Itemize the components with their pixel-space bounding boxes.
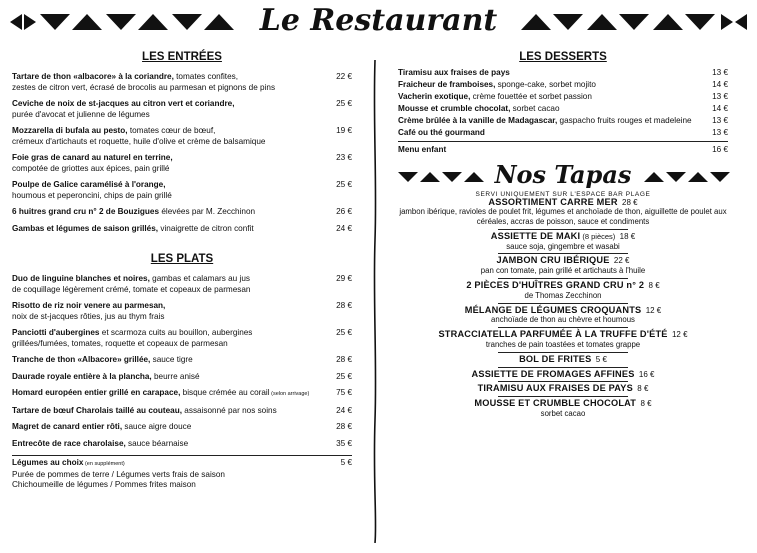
menu-item-description-line2: de coquillage légèrement crémé, tomate et copeaux de parmesan bbox=[12, 284, 251, 294]
menu-item-description-line2: grillées/fumées, tomates, roquette et copeaux de parmesan bbox=[12, 338, 228, 348]
tribal-border-left-ornament bbox=[10, 11, 240, 33]
menu-item-name: Poulpe de Galice caramélisé à l'orange, bbox=[12, 180, 166, 189]
menu-item-price: 22 € bbox=[336, 72, 352, 81]
tapa-item bbox=[398, 232, 728, 252]
menu-item-price: 28 € bbox=[336, 422, 352, 431]
menu-item-price: 35 € bbox=[336, 438, 352, 448]
tapa-description: pan con tomate, pain grillé et artichauts à l'huile bbox=[480, 266, 646, 276]
menu-item-price: 24 € bbox=[336, 405, 352, 415]
menu-item-text bbox=[12, 422, 326, 433]
menu-item-price: 13 € bbox=[712, 68, 728, 77]
menu-item-description: assaisonné par nos soins bbox=[182, 405, 277, 415]
tapa-item bbox=[398, 256, 728, 276]
menu-item-description-line2: compotée de griottes aux épices, pain grillé bbox=[12, 163, 170, 173]
menu-item-description: sauce béarnaise bbox=[125, 438, 189, 448]
menu-item bbox=[398, 128, 728, 139]
menu-enfant-name: Menu enfant bbox=[398, 144, 447, 154]
menu-item-text bbox=[12, 439, 326, 450]
menu-item-name: Tartare de bœuf Charolais taillé au couteau, bbox=[12, 405, 183, 415]
tapa-heading bbox=[398, 281, 728, 291]
menu-item-name: Mousse et crumble chocolat, bbox=[398, 104, 511, 113]
menu-item-text bbox=[12, 180, 326, 201]
tapa-divider bbox=[498, 396, 628, 397]
menu-item-description: beurre anisé bbox=[151, 371, 200, 381]
legumes-name: Légumes au choix bbox=[12, 458, 84, 467]
tapa-item bbox=[398, 370, 728, 380]
header bbox=[0, 0, 757, 42]
menu-item-description: crème fouettée et sorbet passion bbox=[470, 92, 592, 101]
menu-item-name: Mozzarella di bufala au pesto, bbox=[12, 126, 128, 135]
tapa-item bbox=[398, 306, 728, 326]
menu-item-name: Entrecôte de race charolaise, bbox=[12, 438, 126, 448]
menu-item bbox=[12, 439, 352, 450]
tapa-price: 28 € bbox=[622, 197, 638, 207]
menu-item-price: 25 € bbox=[336, 180, 352, 189]
legumes-price: 5 € bbox=[340, 458, 352, 467]
tapa-item bbox=[398, 399, 728, 419]
menu-item-menu-enfant bbox=[398, 144, 728, 156]
menu-item-price: 28 € bbox=[336, 301, 352, 310]
menu-item-name: Gambas et légumes de saison grillés, bbox=[12, 223, 159, 233]
menu-item-description-line2: houmous et peperoncini, chips de pain grillé bbox=[12, 190, 172, 200]
menu-item-name: Tranche de thon «Albacore» grillée, bbox=[12, 355, 151, 364]
menu-item-text bbox=[12, 153, 326, 174]
menu-item-text bbox=[12, 72, 326, 93]
tapa-name: ASSORTIMENT CARRE MER bbox=[488, 196, 618, 207]
tapa-item bbox=[398, 384, 728, 394]
tapas-ornament-left bbox=[398, 170, 488, 184]
menu-item-text bbox=[12, 126, 326, 147]
menu-item-description-line2: noix de st-jacques rôties, jus au thym frais bbox=[12, 311, 165, 321]
tapa-divider bbox=[498, 381, 628, 382]
restaurant-title: Le Restaurant bbox=[259, 3, 498, 38]
menu-item-legumes bbox=[12, 458, 352, 491]
menu-item-text bbox=[12, 99, 326, 120]
desserts-list bbox=[398, 68, 728, 139]
menu-item-price: 25 € bbox=[336, 371, 352, 381]
tapa-name: ASSIETTE DE FROMAGES AFFINES bbox=[471, 368, 635, 379]
menu-item-name: Tiramisu aux fraises de pays bbox=[398, 68, 510, 77]
tapa-description: de Thomas Zecchinon bbox=[524, 290, 602, 300]
menu-item bbox=[398, 68, 728, 79]
menu-item-description-line2: purée d'avocat et julienne de légumes bbox=[12, 109, 150, 119]
legumes-options-1: Purée de pommes de terre / Légumes verts frais de saison bbox=[12, 469, 225, 479]
tapa-heading bbox=[398, 370, 728, 380]
tapa-heading bbox=[398, 256, 728, 266]
menu-item-description: gambas et calamars au jus bbox=[149, 274, 250, 283]
menu-item-name: Magret de canard entier rôti, bbox=[12, 422, 123, 431]
tapa-description: anchoïade de thon au chèvre et houmous bbox=[491, 315, 635, 325]
menu-item bbox=[12, 180, 352, 201]
menu-item bbox=[398, 104, 728, 115]
menu-item-price: 75 € bbox=[336, 388, 352, 397]
tapas-title: Nos Tapas bbox=[494, 159, 632, 189]
tapa-description: sauce soja, gingembre et wasabi bbox=[506, 241, 620, 251]
tapa-name: STRACCIATELLA PARFUMÉE À LA TRUFFE D'ÉTÉ bbox=[438, 329, 668, 340]
menu-item-text bbox=[12, 224, 326, 235]
tapa-name: ASSIETTE DE MAKI bbox=[490, 230, 581, 241]
menu-item-price: 25 € bbox=[336, 99, 352, 108]
menu-item-price: 24 € bbox=[336, 223, 352, 233]
menu-item-text bbox=[12, 274, 326, 295]
menu-item-price: 13 € bbox=[712, 92, 728, 101]
tapa-divider bbox=[498, 229, 628, 230]
menu-item bbox=[12, 355, 352, 366]
menu-item-text bbox=[398, 68, 702, 79]
menu-enfant-price: 16 € bbox=[712, 144, 728, 154]
tapa-name: TIRAMISU AUX FRAISES DE PAYS bbox=[477, 383, 633, 394]
left-column bbox=[12, 50, 352, 491]
tapas-header bbox=[398, 160, 728, 190]
tapa-divider bbox=[498, 367, 628, 368]
tapa-item bbox=[398, 198, 728, 227]
menu-item-text bbox=[12, 355, 326, 366]
menu-item-price: 14 € bbox=[712, 104, 728, 113]
entrees-list bbox=[12, 72, 352, 234]
menu-item-text bbox=[12, 207, 326, 218]
menu-item-name: Tartare de thon «albacore» à la coriandre, bbox=[12, 72, 174, 81]
menu-item-description: et scarmoza cuits au bouillon, aubergines bbox=[99, 328, 253, 337]
menu-item-name: Duo de linguine blanches et noires, bbox=[12, 274, 150, 283]
tapa-note: (8 pièces) bbox=[580, 231, 616, 241]
tapas-list bbox=[398, 198, 728, 419]
menu-item-price: 23 € bbox=[336, 153, 352, 162]
menu-item-name: 6 huitres grand cru n° 2 de Bouzigues bbox=[12, 207, 160, 216]
menu-item bbox=[12, 224, 352, 235]
menu-enfant-divider bbox=[398, 141, 728, 142]
menu-item-description: tomates confites, bbox=[173, 72, 239, 81]
menu-item bbox=[398, 80, 728, 91]
tapa-price: 16 € bbox=[638, 369, 655, 379]
menu-item-name: Vacherin exotique, bbox=[398, 92, 471, 101]
menu-item-price: 29 € bbox=[336, 274, 352, 283]
menu-item bbox=[12, 406, 352, 417]
tapa-description: sorbet cacao bbox=[540, 409, 586, 419]
tapa-item bbox=[398, 281, 728, 301]
tapa-heading bbox=[398, 399, 728, 409]
menu-item-text bbox=[398, 80, 702, 91]
menu-item bbox=[12, 72, 352, 93]
menu-item bbox=[12, 274, 352, 295]
menu-item-text bbox=[398, 92, 702, 103]
tapa-divider bbox=[498, 352, 628, 353]
tapa-price: 12 € bbox=[645, 305, 662, 315]
menu-item bbox=[12, 422, 352, 433]
tapa-name: 2 PIÈCES D'HUÎTRES GRAND CRU n° 2 bbox=[466, 280, 645, 291]
tapa-name: BOL DE FRITES bbox=[519, 353, 592, 364]
plats-list bbox=[12, 274, 352, 449]
tapa-heading bbox=[398, 330, 728, 340]
tapa-price: 22 € bbox=[613, 256, 630, 266]
menu-item-price: 25 € bbox=[336, 328, 352, 337]
menu-item-description: élevées par M. Zecchinon bbox=[159, 207, 256, 216]
menu-item bbox=[12, 328, 352, 349]
menu-item-description: vinaigrette de citron confit bbox=[158, 223, 254, 233]
menu-item-name: Fraicheur de framboises, bbox=[398, 80, 496, 89]
menu-item-name: Ceviche de noix de st-jacques au citron vert et coriandre, bbox=[12, 99, 235, 108]
tapa-divider bbox=[498, 278, 628, 279]
tapa-item bbox=[398, 330, 728, 350]
tapa-heading bbox=[398, 384, 728, 394]
menu-item bbox=[398, 116, 728, 127]
menu-item-name: Foie gras de canard au naturel en terrine, bbox=[12, 153, 173, 162]
menu-item-text bbox=[398, 128, 702, 139]
menu-item bbox=[12, 207, 352, 218]
menu-item-description-line2: zestes de citron vert, écrasé de brocolis au parmesan et pignons de pins bbox=[12, 82, 276, 92]
menu-item-name: Crème brûlée à la vanille de Madagascar, bbox=[398, 116, 558, 125]
menu-item-price: 26 € bbox=[336, 207, 352, 216]
menu-item-price: 13 € bbox=[712, 128, 728, 137]
tapa-description: tranches de pain toastées et tomates grappe bbox=[485, 340, 641, 350]
legumes-divider bbox=[12, 455, 352, 456]
menu-item-name: Homard européen entier grillé en carapace, bbox=[12, 388, 181, 397]
menu-item-name: Panciotti d'aubergines bbox=[12, 328, 100, 337]
tapas-subtitle: SERVI UNIQUEMENT SUR L'ESPACE BAR PLAGE bbox=[475, 190, 651, 198]
menu-item-description: bisque crémée au corail bbox=[180, 388, 270, 397]
menu-item-text bbox=[398, 116, 702, 127]
right-column bbox=[398, 50, 728, 419]
menu-item-price: 14 € bbox=[712, 80, 728, 89]
menu-item-description: sauce tigre bbox=[150, 355, 193, 364]
tapa-price: 8 € bbox=[637, 384, 649, 394]
tapa-name: MOUSSE ET CRUMBLE CHOCOLAT bbox=[474, 398, 637, 409]
menu-item-text bbox=[12, 406, 326, 417]
menu-item bbox=[12, 126, 352, 147]
tapa-price: 8 € bbox=[648, 281, 660, 291]
tapas-ornament-right bbox=[640, 170, 730, 184]
menu-item bbox=[12, 99, 352, 120]
tapa-price: 12 € bbox=[671, 330, 688, 340]
tapa-price: 8 € bbox=[640, 399, 652, 409]
menu-item bbox=[398, 92, 728, 103]
tapa-heading bbox=[398, 355, 728, 365]
menu-item-description: sorbet cacao bbox=[510, 104, 560, 113]
menu-item-text bbox=[12, 328, 326, 349]
menu-item-price: 28 € bbox=[336, 355, 352, 364]
tapa-heading bbox=[398, 198, 728, 208]
menu-item-name: Daurade royale entière à la plancha, bbox=[12, 371, 152, 381]
menu-item-description: sponge-cake, sorbet mojito bbox=[495, 80, 596, 89]
menu-item bbox=[12, 372, 352, 383]
tapa-item bbox=[398, 355, 728, 365]
menu-item-price: 13 € bbox=[712, 116, 728, 125]
legumes-note: (en supplément) bbox=[83, 461, 125, 467]
tapa-price: 5 € bbox=[595, 354, 607, 364]
menu-item-name: Risotto de riz noir venere au parmesan, bbox=[12, 301, 166, 310]
menu-item-name: Café ou thé gourmand bbox=[398, 128, 485, 137]
menu-item-text bbox=[12, 301, 326, 322]
tapa-price: 18 € bbox=[619, 231, 636, 241]
menu-item-description: tomates cœur de bœuf, bbox=[127, 126, 216, 135]
tapa-heading bbox=[398, 306, 728, 316]
desserts-title: LES DESSERTS bbox=[519, 51, 607, 63]
menu-item-description: gaspacho fruits rouges et madeleine bbox=[557, 116, 692, 125]
legumes-options-2: Chichoumeille de légumes / Pommes frites maison bbox=[12, 480, 196, 489]
menu-item bbox=[12, 153, 352, 174]
menu-item-text bbox=[12, 372, 326, 383]
column-divider bbox=[372, 60, 378, 543]
menu-item bbox=[12, 388, 352, 400]
menu-item-text bbox=[12, 388, 326, 400]
menu-item-text bbox=[398, 104, 702, 115]
tapa-name: MÉLANGE DE LÉGUMES CROQUANTS bbox=[464, 304, 642, 315]
tapa-name: JAMBON CRU IBÉRIQUE bbox=[496, 255, 610, 266]
menu-item-price: 19 € bbox=[336, 126, 352, 135]
tapa-description: jambon ibérique, ravioles de poulet frit, légumes et anchoïade de thon, aiguillette de poulet aux céréales, accras de poisson, sauce et condiments bbox=[399, 207, 727, 227]
menu-item-description: sauce aigre douce bbox=[122, 422, 192, 431]
menu-item bbox=[12, 301, 352, 322]
plats-title: LES PLATS bbox=[150, 253, 214, 265]
tapa-divider bbox=[498, 303, 628, 304]
tribal-border-right-ornament bbox=[517, 11, 747, 33]
entrees-title: LES ENTRÉES bbox=[142, 51, 222, 63]
tapa-heading bbox=[398, 232, 728, 242]
menu-item-note: (selon arrivage) bbox=[269, 391, 310, 397]
menu-item-description-line2: crémeux d'artichauts et roquette, huile d'olive et crème de balsamique bbox=[12, 136, 266, 146]
